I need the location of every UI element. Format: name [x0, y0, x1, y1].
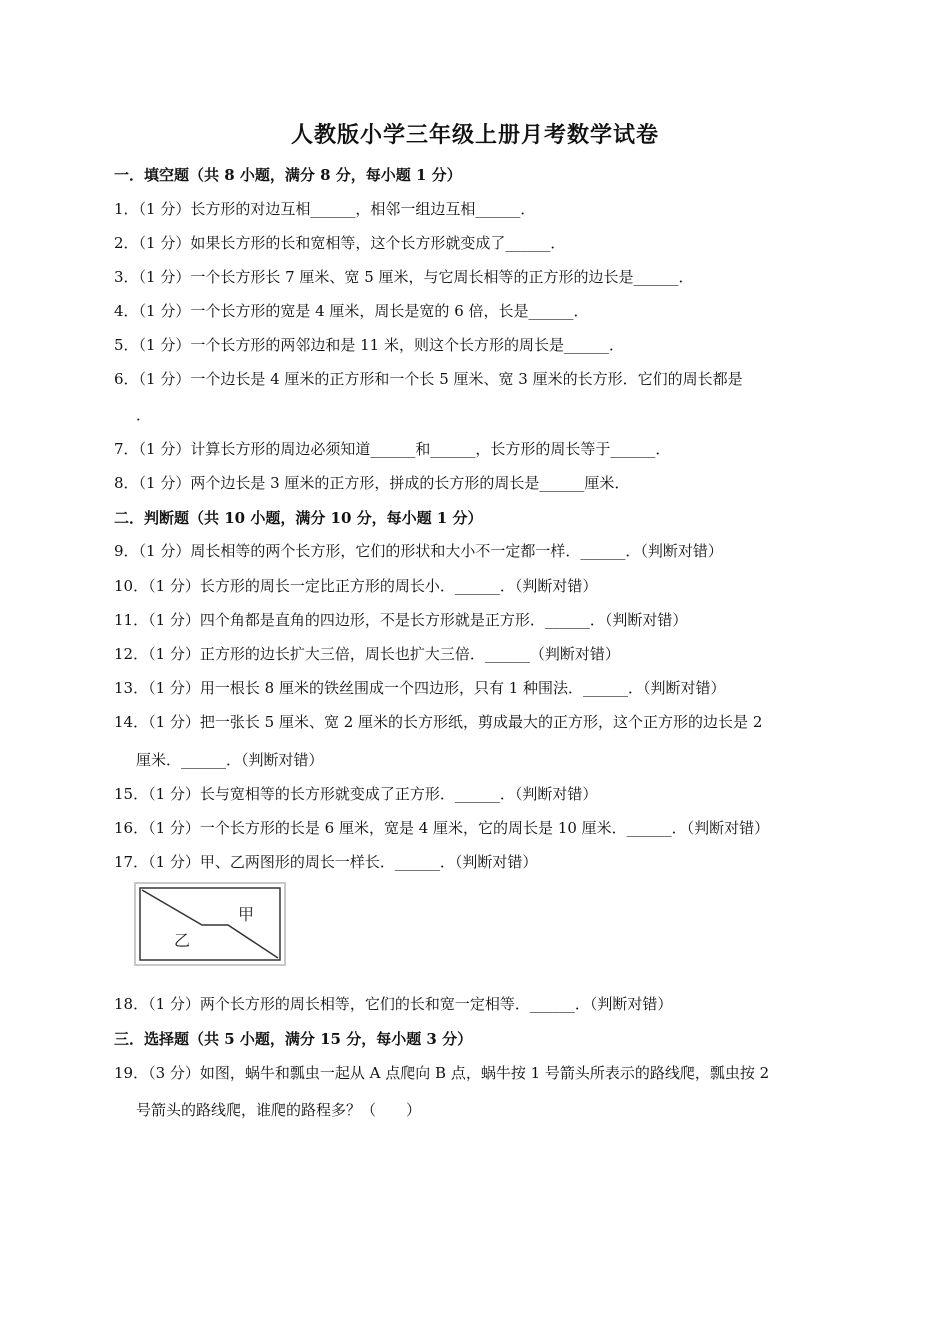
question-5: 5．（1 分）一个长方形的两邻边和是 11 米，则这个长方形的周长是______． [114, 336, 624, 354]
question-6: 6．（1 分）一个边长是 4 厘米的正方形和一个长 5 厘米、宽 3 厘米的长方形．它们的周长都是 [114, 370, 743, 388]
question-12: 12．（1 分）正方形的边长扩大三倍，周长也扩大三倍．______（判断对错） [114, 645, 620, 663]
page-title: 人教版小学三年级上册月考数学试卷 [290, 122, 659, 148]
section-heading-fill-blank: 一．填空题（共 8 小题，满分 8 分，每小题 1 分） [114, 166, 462, 184]
figure-rectangle [140, 888, 280, 960]
question-15: 15．（1 分）长与宽相等的长方形就变成了正方形．______．（判断对错） [114, 785, 598, 803]
question-3: 3．（1 分）一个长方形长 7 厘米、宽 5 厘米，与它周长相等的正方形的边长是______． [114, 268, 694, 286]
question-19: 19．（3 分）如图，蜗牛和瓢虫一起从 A 点爬向 B 点，蜗牛按 1 号箭头所表示的路线爬，瓢虫按 2 [114, 1064, 770, 1082]
question-14: 14．（1 分）把一张长 5 厘米、宽 2 厘米的长方形纸，剪成最大的正方形，这个正方形的边长是 2 [114, 713, 763, 731]
question-6-continued: ． [136, 406, 152, 424]
question-13: 13．（1 分）用一根长 8 厘米的铁丝围成一个四边形，只有 1 种围法．______．（判断对错） [114, 679, 726, 697]
question-19-continued: 号箭头的路线爬，谁爬的路程多？（ ） [136, 1101, 422, 1119]
question-17: 17．（1 分）甲、乙两图形的周长一样长．______．（判断对错） [114, 853, 538, 871]
question-16: 16．（1 分）一个长方形的长是 6 厘米，宽是 4 厘米，它的周长是 10 厘米．______．（判断对错） [114, 819, 770, 837]
question-1: 1．（1 分）长方形的对边互相______，相邻一组边互相______． [114, 200, 536, 218]
question-8: 8．（1 分）两个边长是 3 厘米的正方形，拼成的长方形的周长是______厘米． [114, 474, 630, 492]
question-10: 10．（1 分）长方形的周长一定比正方形的周长小．______．（判断对错） [114, 577, 598, 595]
figure-label-yi: 乙 [174, 931, 191, 950]
question-18: 18．（1 分）两个长方形的周长相等，它们的长和宽一定相等．______．（判断对错） [114, 995, 673, 1013]
question-2: 2．（1 分）如果长方形的长和宽相等，这个长方形就变成了______． [114, 234, 566, 252]
question-14-continued: 厘米．______．（判断对错） [136, 751, 324, 769]
question-11: 11．（1 分）四个角都是直角的四边形，不是长方形就是正方形．______．（判断对错） [114, 611, 688, 629]
figure-drawing [134, 882, 286, 966]
section-heading-multiple-choice: 三．选择题（共 5 小题，满分 15 分，每小题 3 分） [114, 1030, 473, 1048]
question-9: 9．（1 分）周长相等的两个长方形，它们的形状和大小不一定都一样．______．（判断对错） [114, 542, 723, 560]
perimeter-figure-jia-yi [134, 882, 286, 966]
section-heading-true-false: 二．判断题（共 10 小题，满分 10 分，每小题 1 分） [114, 509, 483, 527]
question-4: 4．（1 分）一个长方形的宽是 4 厘米，周长是宽的 6 倍，长是______． [114, 302, 589, 320]
question-7: 7．（1 分）计算长方形的周边必须知道______和______，长方形的周长等于______． [114, 440, 671, 458]
figure-label-jia: 甲 [238, 905, 255, 924]
